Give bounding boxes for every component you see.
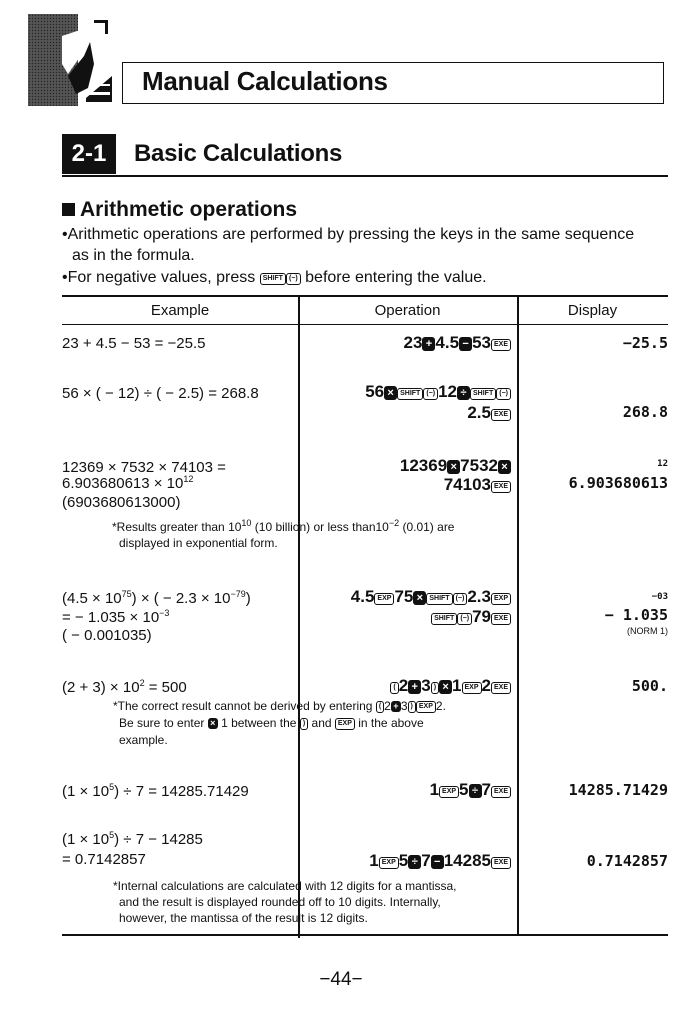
section-title: Basic Calculations (134, 140, 343, 167)
text: (2 + 3) × 10 (62, 679, 140, 696)
row7-note-line2: and the result is displayed rounded off to 10 digits. Internally, (119, 895, 441, 909)
exp-key-icon: EXP (439, 786, 459, 798)
text: 2. (435, 699, 446, 713)
row3-note-line2: displayed in exponential form. (119, 536, 278, 550)
num: 1 (369, 851, 379, 870)
row5-operation (300, 675, 511, 697)
text: 1 between the (221, 716, 297, 730)
exe-key-icon: EXE (491, 857, 511, 869)
header-display: Display (567, 302, 618, 319)
exponent: 5 (109, 830, 115, 840)
exp-key-icon: EXP (379, 857, 399, 869)
shift-key-icon: SHIFT (431, 613, 457, 625)
times-key-icon: × (384, 386, 397, 400)
negative-key-icon: (−) (423, 388, 438, 400)
num: 74103 (443, 475, 491, 494)
exp-key-icon: EXP (374, 593, 394, 605)
divide-key-icon: ÷ (408, 855, 421, 869)
num: 75 (394, 587, 414, 606)
text: = 500 (144, 679, 187, 696)
negative-key-icon: (−) (457, 613, 472, 625)
row4-example-line3: ( − 0.001035) (62, 627, 152, 644)
row3-operation-line2 (300, 474, 511, 496)
negative-key-icon: (−) (286, 273, 301, 285)
num: 79 (472, 607, 491, 626)
text: (10 billion) or less than10 (251, 520, 389, 534)
num: 5 (398, 851, 409, 870)
row2-display: 268.8 (622, 403, 668, 421)
row3-example-line1: 12369 × 7532 × 74103 = (62, 459, 226, 476)
num: 2.3 (467, 587, 491, 606)
text: and (311, 716, 332, 730)
exponent: 12 (183, 474, 194, 484)
text: 6.903680613 × 10 (62, 475, 184, 492)
header-operation: Operation (374, 302, 441, 319)
text: 3 (400, 699, 408, 713)
header-example: Example (150, 302, 210, 319)
text: ) ÷ 7 = 14285.71429 (114, 783, 249, 800)
text: ) (245, 590, 251, 607)
bullet-1-line-1: •Arithmetic operations are performed by pressing the keys in the same sequence (62, 226, 635, 243)
row3-note-line1 (112, 520, 454, 535)
num: 14285 (443, 851, 491, 870)
row7-display: 0.7142857 (586, 852, 668, 870)
plus-key-icon: + (422, 337, 435, 351)
row7-note-line1: *Internal calculations are calculated with 12 digits for a mantissa, (113, 879, 457, 893)
row7-operation (300, 850, 511, 872)
times-key-icon: × (447, 460, 460, 474)
num: 7532 (460, 456, 498, 475)
bullet-2-pre: •For negative values, press (62, 269, 256, 286)
row3-display-exponent: 12 (657, 459, 668, 469)
row1-example: 23 + 4.5 − 53 = −25.5 (62, 335, 206, 352)
row2-operation-line1 (300, 381, 511, 403)
chapter-corner-icon (28, 14, 118, 106)
row5-note-line2 (119, 716, 424, 731)
bullet-2-post: before entering the value. (305, 269, 487, 286)
row4-display: − 1.035 (604, 606, 668, 624)
row6-example (62, 782, 249, 802)
text: ) ÷ 7 − 14285 (114, 831, 203, 848)
divide-key-icon: ÷ (457, 386, 470, 400)
row6-display: 14285.71429 (568, 781, 668, 799)
row2-operation-line2 (300, 402, 511, 424)
shift-key-icon: SHIFT (470, 388, 496, 400)
text: (4.5 × 10 (62, 590, 122, 607)
row1-operation (300, 332, 511, 354)
row2-example: 56 × ( − 12) ÷ ( − 2.5) = 268.8 (62, 385, 259, 402)
row3-example-line2 (62, 474, 193, 494)
times-key-icon: × (208, 718, 218, 729)
num: 53 (472, 333, 491, 352)
lparen-key-icon: ( (390, 682, 398, 694)
row7-example-line1 (62, 830, 203, 850)
exponent: 75 (121, 589, 132, 599)
text: Be sure to enter (119, 716, 205, 730)
exponent: 2 (139, 678, 145, 688)
times-key-icon: × (413, 591, 426, 605)
exponent: 10 (241, 518, 252, 528)
num: 7 (481, 780, 491, 799)
row4-display-exponent: −03 (651, 592, 668, 602)
row7-example-line2: = 0.7142857 (62, 851, 146, 868)
num: 3 (421, 676, 431, 695)
num: 2 (398, 676, 409, 695)
text: in the above (358, 716, 424, 730)
divide-key-icon: ÷ (469, 784, 482, 798)
row4-example-line1 (62, 589, 251, 609)
num: 12 (438, 382, 458, 401)
row6-operation (300, 779, 511, 801)
num: 4.5 (350, 587, 375, 606)
section-number-badge: 2-1 (62, 134, 116, 174)
row7-note-line3: however, the mantissa of the result is 12 digits. (119, 911, 368, 925)
times-key-icon: × (439, 680, 452, 694)
exe-key-icon: EXE (491, 613, 511, 625)
exponent: 5 (109, 782, 115, 792)
table-bottom-rule (62, 934, 668, 936)
plus-key-icon: + (408, 680, 421, 694)
text: (1 × 10 (62, 783, 110, 800)
bullet-2 (62, 268, 487, 288)
shift-key-icon: SHIFT (426, 593, 452, 605)
text: ) × ( − 2.3 × 10 (131, 590, 231, 607)
plus-key-icon: + (391, 701, 401, 712)
num: 2 (481, 676, 491, 695)
exponent: −3 (159, 608, 170, 618)
text: *Results greater than 10 (112, 520, 242, 534)
num: 1 (452, 676, 462, 695)
section-rule (62, 175, 668, 177)
chapter-title: Manual Calculations (142, 66, 388, 96)
times-key-icon: × (498, 460, 511, 474)
row5-display: 500. (631, 677, 668, 695)
subheading: Arithmetic operations (80, 198, 298, 221)
shift-key-icon: SHIFT (260, 273, 286, 285)
table-top-rule (62, 295, 668, 297)
exe-key-icon: EXE (491, 339, 511, 351)
exp-key-icon: EXP (462, 682, 482, 694)
rparen-key-icon: ) (408, 701, 416, 713)
subheading-square-icon (62, 203, 75, 216)
row3-display: 6.903680613 (568, 474, 668, 492)
rparen-key-icon: ) (431, 682, 439, 694)
row4-display-note: (NORM 1) (627, 626, 668, 636)
num: 56 (365, 382, 385, 401)
exponent: −79 (230, 589, 246, 599)
row5-note-line1 (113, 699, 446, 714)
rparen-key-icon: ) (300, 718, 308, 730)
num: 1 (429, 780, 440, 799)
exponent: −2 (388, 518, 400, 528)
num: 4.5 (435, 333, 460, 352)
text: *The correct result cannot be derived by entering (113, 699, 373, 713)
text: (1 × 10 (62, 831, 110, 848)
row3-example-line3: (6903680613000) (62, 494, 181, 511)
exe-key-icon: EXE (491, 409, 511, 421)
minus-key-icon: − (459, 337, 472, 351)
table-header-rule (62, 324, 668, 325)
bullet-1-line-2: as in the formula. (72, 247, 195, 264)
negative-key-icon: (−) (496, 388, 511, 400)
row4-operation-line1 (300, 586, 511, 608)
minus-key-icon: − (431, 855, 444, 869)
num: 23 (403, 333, 423, 352)
shift-key-icon: SHIFT (397, 388, 423, 400)
num: 7 (421, 851, 431, 870)
num: 5 (459, 780, 469, 799)
num: 2.5 (467, 403, 491, 422)
text: (0.01) are (399, 520, 455, 534)
row4-example-line2 (62, 608, 169, 628)
exp-key-icon: EXP (335, 718, 355, 730)
text: 2 (384, 699, 391, 713)
text: = − 1.035 × 10 (62, 609, 160, 626)
page-number: −44− (319, 969, 363, 990)
exe-key-icon: EXE (491, 481, 511, 493)
num: 12369 (399, 456, 448, 475)
exp-key-icon: EXP (491, 593, 511, 605)
exp-key-icon: EXP (416, 701, 436, 713)
row4-operation-line2 (300, 606, 511, 628)
lparen-key-icon: ( (376, 701, 384, 713)
exe-key-icon: EXE (491, 682, 511, 694)
row5-note-line3: example. (119, 733, 168, 747)
exe-key-icon: EXE (491, 786, 511, 798)
row5-example (62, 678, 187, 698)
negative-key-icon: (−) (453, 593, 468, 605)
row1-display: −25.5 (622, 334, 668, 352)
table-col-divider-2 (517, 296, 519, 934)
